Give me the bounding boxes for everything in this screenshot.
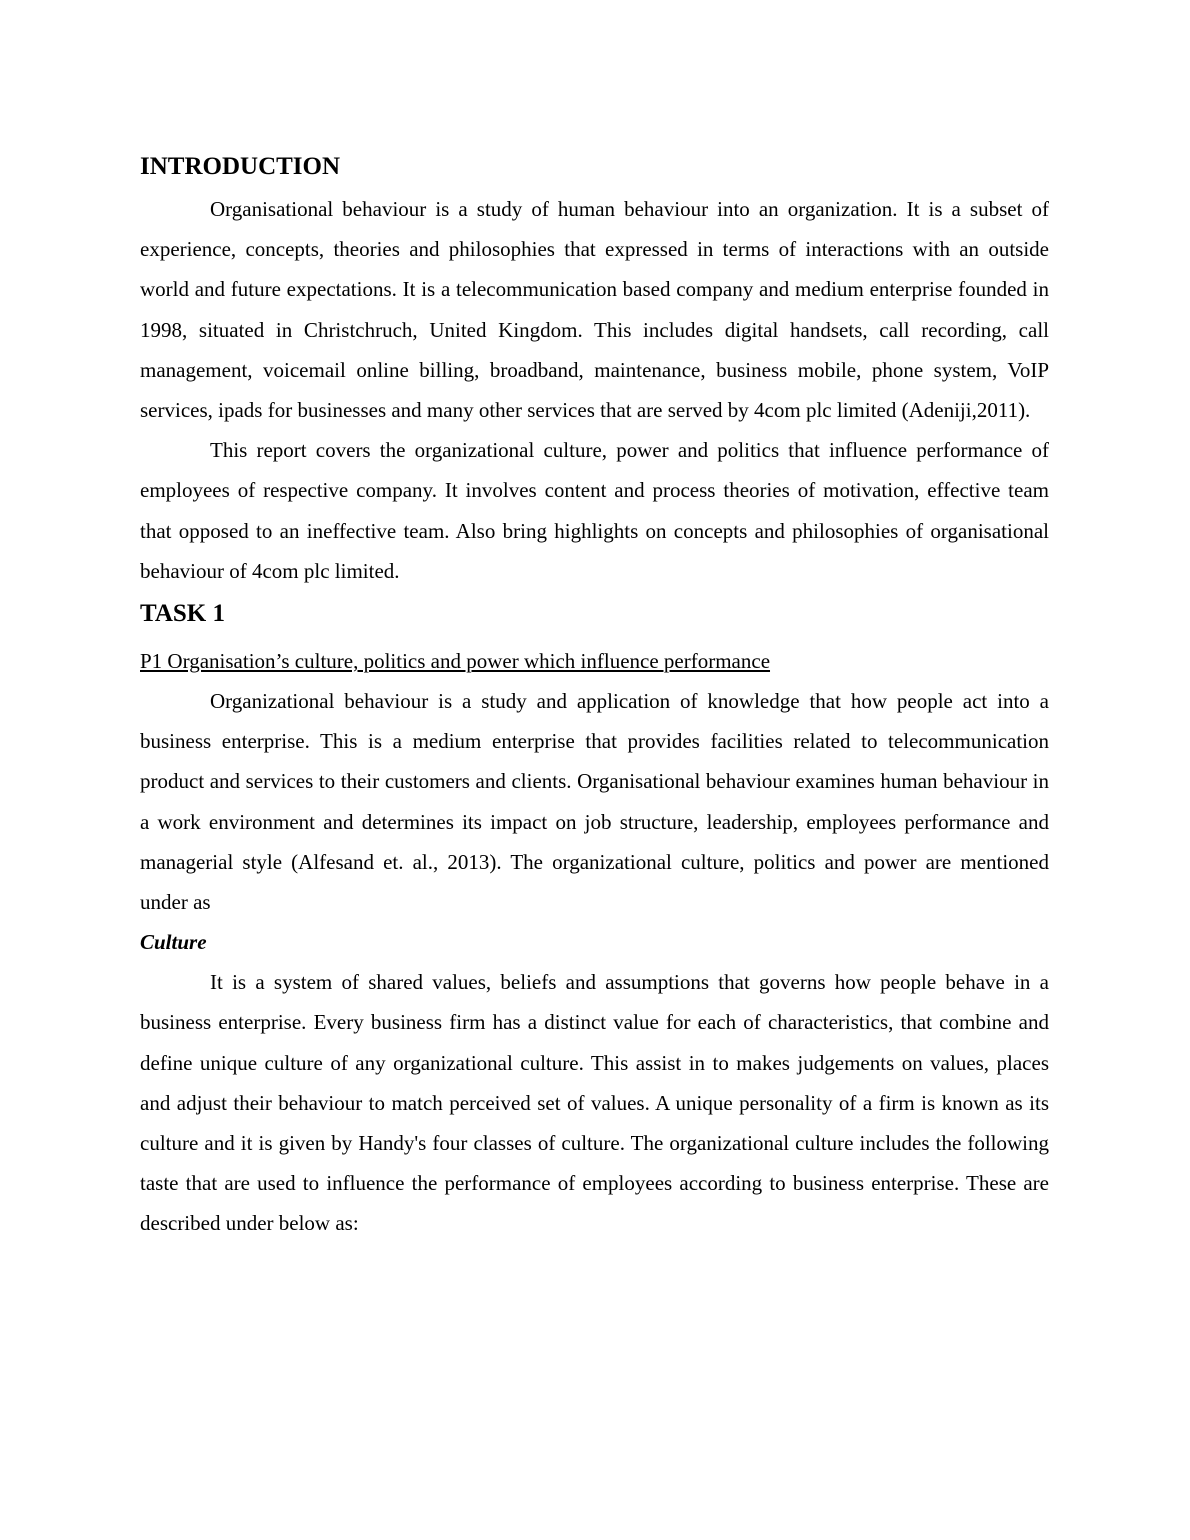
- task1-subheading: P1 Organisation’s culture, politics and power which influence performance: [140, 649, 771, 674]
- document-page: [140, 148, 1049, 1244]
- introduction-heading: INTRODUCTION: [140, 153, 341, 180]
- culture-heading: Culture: [140, 930, 207, 955]
- task1-heading: TASK 1: [140, 600, 225, 628]
- task1-paragraph: Organizational behaviour is a study and application of knowledge that how people act into a business enterprise. This is a medium enterprise that provides facilities related to telecommunication product and services to their customers and clients. Organisational behaviour examines human behaviour in a work environment and determines its impact on job structure, leadership, employees performance and managerial style (Alfesand et. al., 2013). The organizational culture, politics and power are mentioned under as: [140, 689, 1049, 915]
- culture-paragraph: It is a system of shared values, beliefs and assumptions that governs how people behave in a business enterprise. Every business firm has a distinct value for each of characteristics, that combine and define unique culture of any organizational culture. This assist in to makes judgements on values, places and adjust their behaviour to match perceived set of values. A unique personality of a firm is known as its culture and it is given by Handy's four classes of culture. The organizational culture includes the following taste that are used to influence the performance of employees according to business enterprise. These are described under below as:: [140, 970, 1049, 1236]
- introduction-paragraph-1: Organisational behaviour is a study of human behaviour into an organization. It is a subset of experience, concepts, theories and philosophies that expressed in terms of interactions with an outside world and future expectations. It is a telecommunication based company and medium enterprise founded in 1998, situated in Christchruch, United Kingdom. This includes digital handsets, call recording, call management, voicemail online billing, broadband, maintenance, business mobile, phone system, VoIP services, ipads for businesses and many other services that are served by 4com plc limited (Adeniji,2011).: [140, 197, 1049, 423]
- introduction-paragraph-2: This report covers the organizational culture, power and politics that influence performance of employees of respective company. It involves content and process theories of motivation, effective team that opposed to an ineffective team. Also bring highlights on concepts and philosophies of organisational behaviour of 4com plc limited.: [140, 438, 1049, 583]
